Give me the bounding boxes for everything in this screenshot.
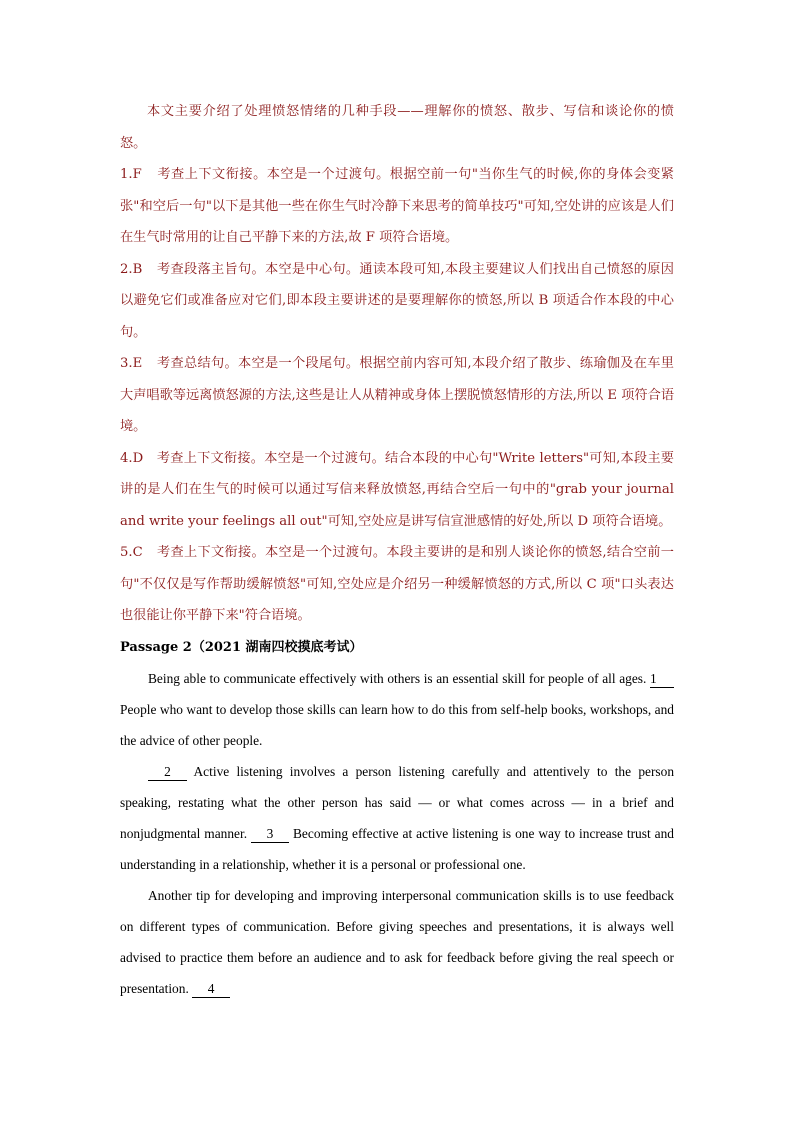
passage-heading: Passage 2（2021 湖南四校摸底考试） bbox=[120, 639, 363, 655]
answer-tag: 5.C bbox=[120, 545, 143, 560]
answer-item-5 bbox=[120, 537, 674, 632]
answer-tag: 3.E bbox=[120, 356, 143, 371]
answer-item-4 bbox=[120, 443, 674, 538]
answer-tag: 2.B bbox=[120, 261, 143, 277]
answer-explanation: 考查段落主旨句。本空是中心句。通读本段可知,本段主要建议人们找出自己愤怒的原因以避免它们或准备应对它们,即本段主要讲述的是要理解你的愤怒,所以 B 项适合作本段的中心句。 bbox=[120, 261, 674, 340]
paragraph-text: Another tip for developing and improving interpersonal communication skills is to use feedback on different types of communication. Before giving speeches and presentations, it is always well advised to practice them before an audience and to ask for feedback before giving the real speech or presentation. bbox=[120, 887, 674, 996]
passage-paragraph-2 bbox=[120, 756, 674, 880]
paragraph-text: Being able to communicate effectively with others is an essential skill for people of all ages. bbox=[148, 670, 647, 686]
answer-item-2 bbox=[120, 254, 674, 349]
blank-4: 4 bbox=[192, 981, 230, 998]
blank-3: 3 bbox=[251, 826, 289, 843]
answer-explanation: 考查上下文衔接。本空是一个过渡句。本段主要讲的是和别人谈论你的愤怒,结合空前一句"不仅仅是写作帮助缓解愤怒"可知,空处应是介绍另一种缓解愤怒的方式,所以 C 项"口头表达也很能让你平静下来"符合语境。 bbox=[120, 545, 674, 623]
answer-tag: 1.F bbox=[120, 167, 142, 182]
passage-paragraph-3 bbox=[120, 880, 674, 1004]
answer-tag: 4.D bbox=[120, 450, 144, 466]
summary-text: 本文主要介绍了处理愤怒情绪的几种手段——理解你的愤怒、散步、写信和谈论你的愤怒。 bbox=[120, 104, 674, 151]
answer-explanation: 考查上下文衔接。本空是一个过渡句。根据空前一句"当你生气的时候,你的身体会变紧张"和空后一句"以下是其他一些在你生气时冷静下来思考的简单技巧"可知,空处讲的应该是人们在生气时常用的让自己平静下来的方法,故 F 项符合语境。 bbox=[120, 167, 674, 245]
answer-explanation: 考查总结句。本空是一个段尾句。根据空前内容可知,本段介绍了散步、练瑜伽及在车里大声唱歌等远离愤怒源的方法,这些是让人从精神或身体上摆脱愤怒情形的方法,所以 E 项符合语境。 bbox=[120, 356, 674, 434]
blank-1: 1 bbox=[650, 671, 674, 688]
paragraph-text: Active listening involves a person listening carefully and attentively to the person speaking, restating what the other person has said — or what comes across — in a brief and nonjudgmental manner. bbox=[120, 763, 675, 841]
blank-2: 2 bbox=[148, 764, 187, 781]
passage-paragraph-1 bbox=[120, 663, 674, 756]
paragraph-text: People who want to develop those skills can learn how to do this from self-help books, workshops, and the advice of other people. bbox=[120, 701, 674, 748]
answer-explanation: 考查上下文衔接。本空是一个过渡句。结合本段的中心句"Write letters"可知,本段主要讲的是人们在生气的时候可以通过写信来释放愤怒,再结合空后一句中的"grab your journal and write your feelings all out"可知,空处应是讲写信宣泄感情的好处,所以 D 项符合语境。 bbox=[120, 450, 674, 529]
paragraph-text: Becoming effective at active listening is one way to increase trust and understanding in a relationship, whether it is a personal or professional one. bbox=[120, 825, 674, 872]
answer-summary bbox=[120, 96, 674, 159]
answer-item-1 bbox=[120, 159, 674, 254]
answer-item-3 bbox=[120, 348, 674, 443]
document-page bbox=[120, 96, 674, 1004]
